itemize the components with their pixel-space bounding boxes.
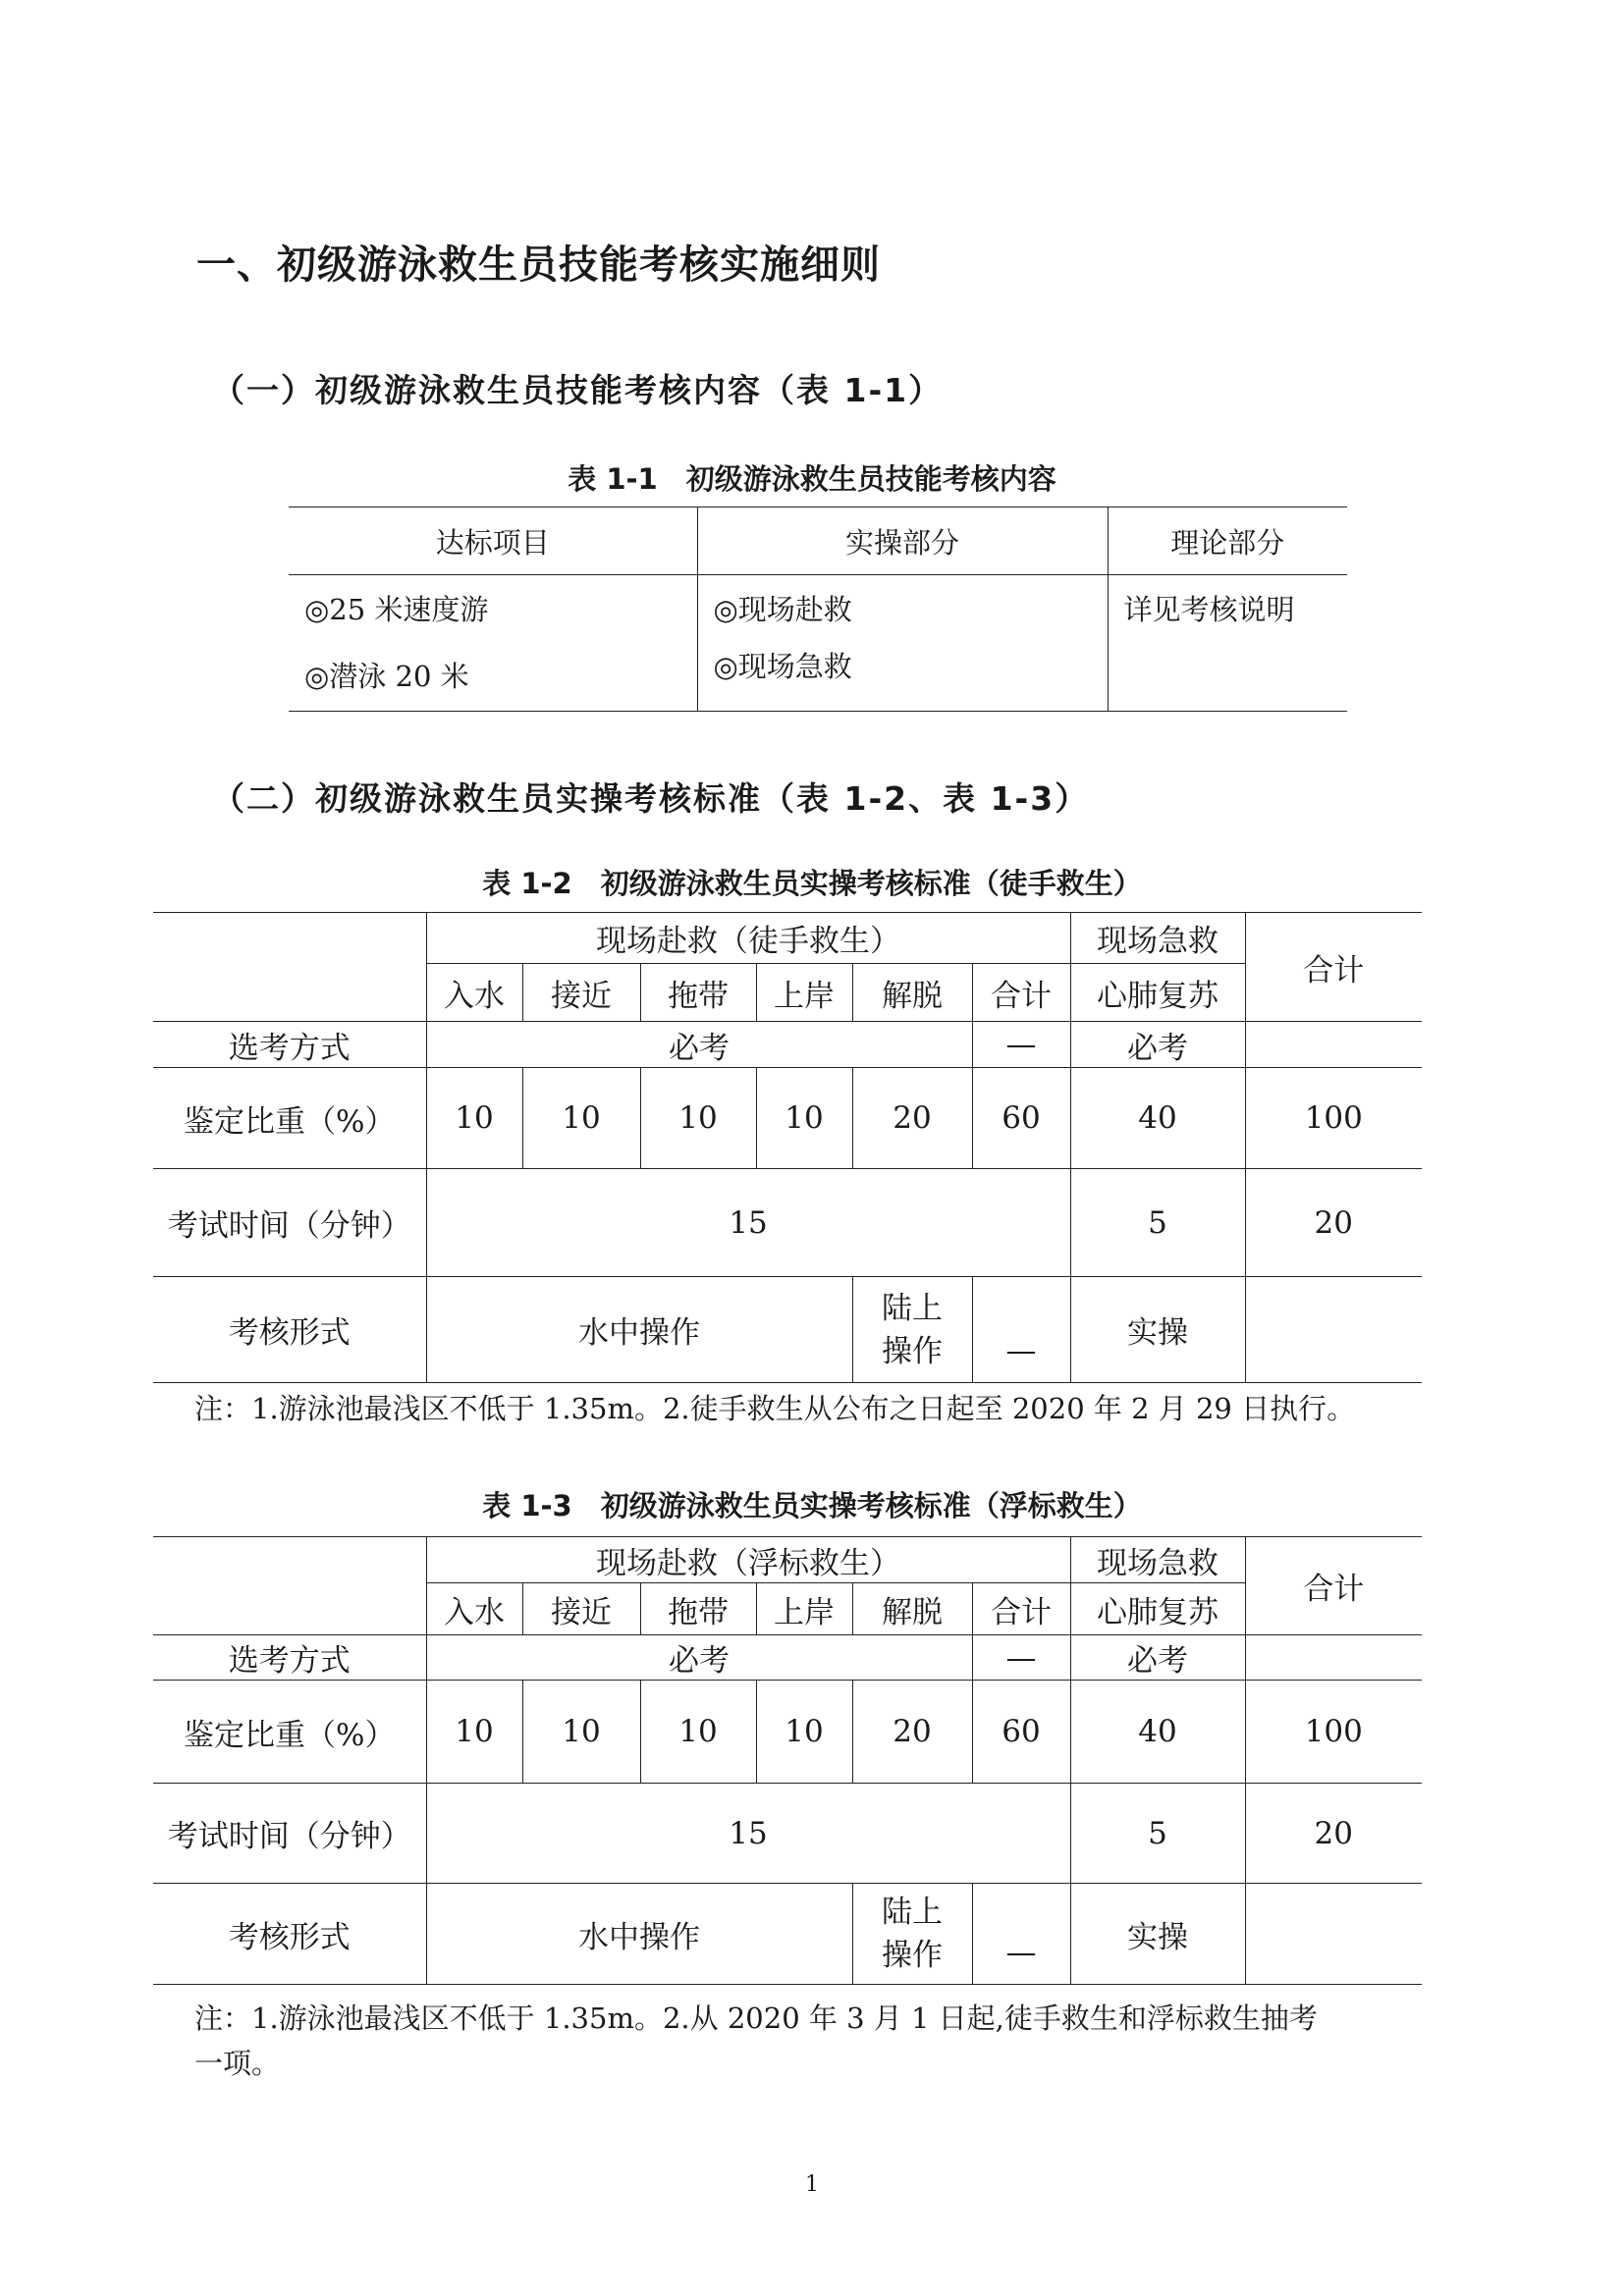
table-1-3 bbox=[153, 1536, 1422, 1985]
table-1-3-caption: 表 1-3 初级游泳救生员实操考核标准（浮标救生） bbox=[482, 1489, 1142, 1522]
mode-blank bbox=[1245, 1022, 1422, 1068]
item-on-site-rescue: ◎现场赴救 bbox=[713, 593, 852, 626]
cell-standard-items bbox=[289, 575, 697, 712]
table-1-3-note-line2: 一项。 bbox=[194, 2047, 281, 2080]
page-number: 1 bbox=[805, 2172, 819, 2197]
group-on-site-rescue: 现场赴救（浮标救生） bbox=[426, 1537, 1070, 1583]
sub-cpr: 心肺复苏 bbox=[1070, 1583, 1245, 1635]
form-on-land-line2: 操作 bbox=[882, 1333, 943, 1369]
item-speed-swim: ◎25 米速度游 bbox=[304, 593, 489, 626]
row-label-form: 考核形式 bbox=[153, 1277, 426, 1383]
weight-value: 10 bbox=[426, 1068, 522, 1169]
row-label-mode: 选考方式 bbox=[153, 1022, 426, 1068]
weight-value: 40 bbox=[1070, 1681, 1245, 1784]
weight-value: 10 bbox=[756, 1068, 852, 1169]
mode-required-1: 必考 bbox=[426, 1635, 972, 1681]
form-on-land bbox=[852, 1277, 972, 1383]
form-dash: — bbox=[972, 1277, 1070, 1383]
item-see-notes: 详见考核说明 bbox=[1123, 593, 1295, 626]
form-blank bbox=[1245, 1277, 1422, 1383]
header-total: 合计 bbox=[1245, 1537, 1422, 1635]
weight-value: 40 bbox=[1070, 1068, 1245, 1169]
sub-subtotal: 合计 bbox=[972, 1583, 1070, 1635]
mode-required-1: 必考 bbox=[426, 1022, 972, 1068]
row-label-weight: 鉴定比重（%） bbox=[153, 1068, 426, 1169]
mode-blank bbox=[1245, 1635, 1422, 1681]
header-standard-items: 达标项目 bbox=[289, 507, 697, 575]
table-1-1 bbox=[289, 507, 1347, 712]
time-first-aid: 5 bbox=[1070, 1784, 1245, 1884]
time-rescue: 15 bbox=[426, 1784, 1070, 1884]
weight-value: 10 bbox=[426, 1681, 522, 1784]
table-1-3-note-line1: 注：1.游泳池最浅区不低于 1.35m。2.从 2020 年 3 月 1 日起,徒手救生和浮标救生抽考 bbox=[194, 2002, 1318, 2035]
header-total: 合计 bbox=[1245, 913, 1422, 1022]
weight-value: 10 bbox=[756, 1681, 852, 1784]
row-label-time: 考试时间（分钟） bbox=[153, 1169, 426, 1277]
table-1-2 bbox=[153, 912, 1422, 1383]
row-label-time: 考试时间（分钟） bbox=[153, 1784, 426, 1884]
weight-value: 100 bbox=[1245, 1681, 1422, 1784]
sub-tow: 拖带 bbox=[640, 964, 756, 1022]
row-label-weight: 鉴定比重（%） bbox=[153, 1681, 426, 1784]
sub-cpr: 心肺复苏 bbox=[1070, 964, 1245, 1022]
time-first-aid: 5 bbox=[1070, 1169, 1245, 1277]
weight-value: 60 bbox=[972, 1068, 1070, 1169]
form-blank bbox=[1245, 1884, 1422, 1985]
page-heading: 一、初级游泳救生员技能考核实施细则 bbox=[196, 242, 881, 288]
table-1-3-note bbox=[194, 1996, 1471, 2086]
sub-enter-water: 入水 bbox=[426, 964, 522, 1022]
mode-dash: — bbox=[972, 1635, 1070, 1681]
item-first-aid: ◎现场急救 bbox=[713, 650, 852, 683]
weight-value: 10 bbox=[522, 1068, 640, 1169]
sub-release: 解脱 bbox=[852, 1583, 972, 1635]
form-on-land-line2: 操作 bbox=[882, 1938, 943, 1973]
weight-value: 60 bbox=[972, 1681, 1070, 1784]
weight-value: 100 bbox=[1245, 1068, 1422, 1169]
form-on-land-line1: 陆上 bbox=[882, 1290, 943, 1326]
cell-practical bbox=[697, 575, 1108, 712]
mode-required-2: 必考 bbox=[1070, 1022, 1245, 1068]
form-on-land bbox=[852, 1884, 972, 1985]
weight-value: 10 bbox=[522, 1681, 640, 1784]
mode-required-2: 必考 bbox=[1070, 1635, 1245, 1681]
blank-corner bbox=[153, 1537, 426, 1635]
sub-land: 上岸 bbox=[756, 964, 852, 1022]
form-in-water: 水中操作 bbox=[426, 1277, 852, 1383]
section-1-title: （一）初级游泳救生员技能考核内容（表 1-1） bbox=[212, 371, 944, 409]
time-rescue: 15 bbox=[426, 1169, 1070, 1277]
row-label-mode: 选考方式 bbox=[153, 1635, 426, 1681]
header-theory: 理论部分 bbox=[1108, 507, 1347, 575]
sub-tow: 拖带 bbox=[640, 1583, 756, 1635]
mode-dash: — bbox=[972, 1022, 1070, 1068]
weight-value: 10 bbox=[640, 1068, 756, 1169]
row-label-form: 考核形式 bbox=[153, 1884, 426, 1985]
section-2-title: （二）初级游泳救生员实操考核标准（表 1-2、表 1-3） bbox=[212, 779, 1090, 818]
form-dash: — bbox=[972, 1884, 1070, 1985]
group-first-aid: 现场急救 bbox=[1070, 913, 1245, 964]
time-total: 20 bbox=[1245, 1784, 1422, 1884]
blank-corner bbox=[153, 913, 426, 1022]
sub-subtotal: 合计 bbox=[972, 964, 1070, 1022]
sub-enter-water: 入水 bbox=[426, 1583, 522, 1635]
time-total: 20 bbox=[1245, 1169, 1422, 1277]
weight-value: 20 bbox=[852, 1068, 972, 1169]
form-in-water: 水中操作 bbox=[426, 1884, 852, 1985]
header-practical: 实操部分 bbox=[697, 507, 1108, 575]
sub-release: 解脱 bbox=[852, 964, 972, 1022]
group-first-aid: 现场急救 bbox=[1070, 1537, 1245, 1583]
sub-approach: 接近 bbox=[522, 964, 640, 1022]
form-practice: 实操 bbox=[1070, 1277, 1245, 1383]
sub-approach: 接近 bbox=[522, 1583, 640, 1635]
form-on-land-line1: 陆上 bbox=[882, 1895, 943, 1930]
table-1-1-caption: 表 1-1 初级游泳救生员技能考核内容 bbox=[568, 462, 1056, 496]
item-dive-swim: ◎潜泳 20 米 bbox=[304, 660, 469, 693]
weight-value: 10 bbox=[640, 1681, 756, 1784]
weight-value: 20 bbox=[852, 1681, 972, 1784]
cell-theory bbox=[1108, 575, 1347, 712]
table-1-2-caption: 表 1-2 初级游泳救生员实操考核标准（徒手救生） bbox=[482, 867, 1142, 900]
group-on-site-rescue: 现场赴救（徒手救生） bbox=[426, 913, 1070, 964]
table-1-2-note: 注：1.游泳池最浅区不低于 1.35m。2.徒手救生从公布之日起至 2020 年 2 月 29 日执行。 bbox=[194, 1392, 1356, 1425]
sub-land: 上岸 bbox=[756, 1583, 852, 1635]
form-practice: 实操 bbox=[1070, 1884, 1245, 1985]
